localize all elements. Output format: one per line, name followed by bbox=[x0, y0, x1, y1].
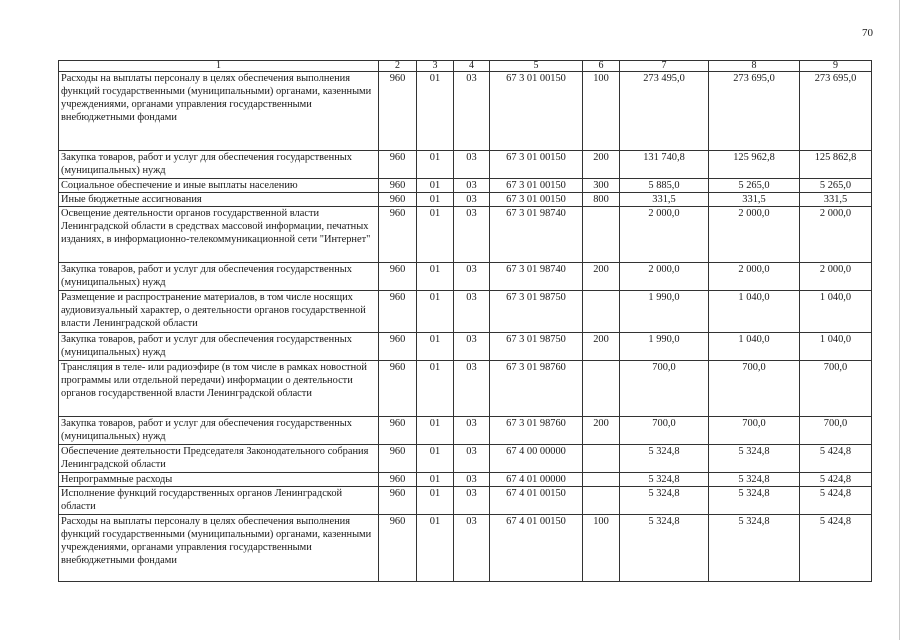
section-code: 01 bbox=[417, 515, 454, 582]
subsection-code: 03 bbox=[454, 361, 490, 417]
target-article-code: 67 3 01 98740 bbox=[490, 207, 583, 263]
section-code: 01 bbox=[417, 473, 454, 487]
section-code: 01 bbox=[417, 179, 454, 193]
section-code: 01 bbox=[417, 487, 454, 515]
amount-col9: 2 000,0 bbox=[800, 207, 872, 263]
section-code: 01 bbox=[417, 151, 454, 179]
target-article-code: 67 4 00 00000 bbox=[490, 445, 583, 473]
amount-col7: 331,5 bbox=[620, 193, 709, 207]
amount-col7: 700,0 bbox=[620, 417, 709, 445]
row-description: Размещение и распространение материалов, в том числе носящих аудиовизуальный характер, о деятельности органов государственной власти Ленинградской области bbox=[59, 291, 379, 333]
amount-col9: 5 424,8 bbox=[800, 487, 872, 515]
column-header: 4 bbox=[454, 61, 490, 72]
amount-col7: 700,0 bbox=[620, 361, 709, 417]
expense-type-code: 100 bbox=[583, 72, 620, 151]
section-code: 01 bbox=[417, 417, 454, 445]
expense-type-code bbox=[583, 207, 620, 263]
amount-col7: 5 324,8 bbox=[620, 515, 709, 582]
subsection-code: 03 bbox=[454, 207, 490, 263]
subsection-code: 03 bbox=[454, 515, 490, 582]
expense-type-code: 100 bbox=[583, 515, 620, 582]
target-article-code: 67 3 01 00150 bbox=[490, 151, 583, 179]
amount-col8: 2 000,0 bbox=[709, 207, 800, 263]
table-row bbox=[59, 263, 872, 291]
target-article-code: 67 4 01 00000 bbox=[490, 473, 583, 487]
table-row bbox=[59, 487, 872, 515]
amount-col9: 5 424,8 bbox=[800, 515, 872, 582]
amount-col9: 331,5 bbox=[800, 193, 872, 207]
amount-col7: 1 990,0 bbox=[620, 291, 709, 333]
column-header: 6 bbox=[583, 61, 620, 72]
table-row bbox=[59, 179, 872, 193]
table-row bbox=[59, 473, 872, 487]
amount-col7: 5 324,8 bbox=[620, 445, 709, 473]
target-article-code: 67 3 01 98750 bbox=[490, 291, 583, 333]
ministry-code: 960 bbox=[379, 151, 417, 179]
table-row bbox=[59, 291, 872, 333]
row-description: Закупка товаров, работ и услуг для обеспечения государственных (муниципальных) нужд bbox=[59, 333, 379, 361]
amount-col7: 131 740,8 bbox=[620, 151, 709, 179]
ministry-code: 960 bbox=[379, 72, 417, 151]
row-description: Трансляция в теле- или радиоэфире (в том числе в рамках новостной программы или отдельной передачи) информации о деятельности органов государственной власти Ленинградской области bbox=[59, 361, 379, 417]
amount-col8: 1 040,0 bbox=[709, 333, 800, 361]
target-article-code: 67 3 01 98750 bbox=[490, 333, 583, 361]
ministry-code: 960 bbox=[379, 179, 417, 193]
ministry-code: 960 bbox=[379, 291, 417, 333]
subsection-code: 03 bbox=[454, 291, 490, 333]
expense-type-code: 200 bbox=[583, 333, 620, 361]
column-header: 1 bbox=[59, 61, 379, 72]
ministry-code: 960 bbox=[379, 473, 417, 487]
amount-col9: 125 862,8 bbox=[800, 151, 872, 179]
table-row bbox=[59, 361, 872, 417]
amount-col7: 1 990,0 bbox=[620, 333, 709, 361]
ministry-code: 960 bbox=[379, 487, 417, 515]
target-article-code: 67 3 01 98760 bbox=[490, 361, 583, 417]
section-code: 01 bbox=[417, 72, 454, 151]
row-description: Расходы на выплаты персоналу в целях обеспечения выполнения функций государственными (муниципальными) органами, казенными учреждениями, органами управления государственными внебюджетными фондами bbox=[59, 515, 379, 582]
section-code: 01 bbox=[417, 193, 454, 207]
table-row bbox=[59, 151, 872, 179]
subsection-code: 03 bbox=[454, 445, 490, 473]
amount-col9: 700,0 bbox=[800, 417, 872, 445]
column-header: 8 bbox=[709, 61, 800, 72]
table-row bbox=[59, 515, 872, 582]
section-code: 01 bbox=[417, 263, 454, 291]
budget-table-container bbox=[58, 60, 871, 582]
amount-col9: 5 424,8 bbox=[800, 445, 872, 473]
subsection-code: 03 bbox=[454, 487, 490, 515]
section-code: 01 bbox=[417, 361, 454, 417]
amount-col8: 700,0 bbox=[709, 417, 800, 445]
row-description: Социальное обеспечение и иные выплаты населению bbox=[59, 179, 379, 193]
amount-col9: 273 695,0 bbox=[800, 72, 872, 151]
ministry-code: 960 bbox=[379, 263, 417, 291]
table-row bbox=[59, 333, 872, 361]
column-header: 2 bbox=[379, 61, 417, 72]
row-description: Закупка товаров, работ и услуг для обеспечения государственных (муниципальных) нужд bbox=[59, 151, 379, 179]
ministry-code: 960 bbox=[379, 333, 417, 361]
amount-col7: 5 324,8 bbox=[620, 487, 709, 515]
amount-col8: 273 695,0 bbox=[709, 72, 800, 151]
subsection-code: 03 bbox=[454, 473, 490, 487]
amount-col9: 1 040,0 bbox=[800, 333, 872, 361]
amount-col9: 5 424,8 bbox=[800, 473, 872, 487]
subsection-code: 03 bbox=[454, 193, 490, 207]
ministry-code: 960 bbox=[379, 207, 417, 263]
expense-type-code: 200 bbox=[583, 263, 620, 291]
row-description: Иные бюджетные ассигнования bbox=[59, 193, 379, 207]
target-article-code: 67 3 01 00150 bbox=[490, 179, 583, 193]
expense-type-code bbox=[583, 291, 620, 333]
subsection-code: 03 bbox=[454, 263, 490, 291]
ministry-code: 960 bbox=[379, 445, 417, 473]
row-description: Обеспечение деятельности Председателя Законодательного собрания Ленинградской области bbox=[59, 445, 379, 473]
target-article-code: 67 3 01 00150 bbox=[490, 193, 583, 207]
ministry-code: 960 bbox=[379, 361, 417, 417]
column-header: 3 bbox=[417, 61, 454, 72]
amount-col8: 700,0 bbox=[709, 361, 800, 417]
amount-col7: 2 000,0 bbox=[620, 207, 709, 263]
amount-col8: 1 040,0 bbox=[709, 291, 800, 333]
row-description: Закупка товаров, работ и услуг для обеспечения государственных (муниципальных) нужд bbox=[59, 263, 379, 291]
target-article-code: 67 3 01 98760 bbox=[490, 417, 583, 445]
amount-col9: 1 040,0 bbox=[800, 291, 872, 333]
subsection-code: 03 bbox=[454, 151, 490, 179]
column-header: 7 bbox=[620, 61, 709, 72]
expense-type-code bbox=[583, 473, 620, 487]
amount-col7: 273 495,0 bbox=[620, 72, 709, 151]
amount-col8: 331,5 bbox=[709, 193, 800, 207]
target-article-code: 67 4 01 00150 bbox=[490, 487, 583, 515]
section-code: 01 bbox=[417, 207, 454, 263]
page-edge-line bbox=[899, 0, 900, 640]
amount-col7: 5 324,8 bbox=[620, 473, 709, 487]
amount-col8: 5 324,8 bbox=[709, 445, 800, 473]
ministry-code: 960 bbox=[379, 417, 417, 445]
expense-type-code: 800 bbox=[583, 193, 620, 207]
amount-col8: 2 000,0 bbox=[709, 263, 800, 291]
expense-type-code bbox=[583, 445, 620, 473]
column-number-row bbox=[59, 61, 872, 72]
table-row bbox=[59, 72, 872, 151]
amount-col8: 5 324,8 bbox=[709, 515, 800, 582]
expense-type-code: 200 bbox=[583, 417, 620, 445]
budget-table bbox=[58, 60, 872, 582]
row-description: Освещение деятельности органов государственной власти Ленинградской области в средствах массовой информации, печатных изданиях, в информационно-телекоммуникационной сети "Интернет" bbox=[59, 207, 379, 263]
ministry-code: 960 bbox=[379, 193, 417, 207]
table-row bbox=[59, 445, 872, 473]
row-description: Расходы на выплаты персоналу в целях обеспечения выполнения функций государственными (муниципальными) органами, казенными учреждениями, органами управления государственными внебюджетными фондами bbox=[59, 72, 379, 151]
table-row bbox=[59, 193, 872, 207]
table-body bbox=[59, 72, 872, 582]
amount-col8: 125 962,8 bbox=[709, 151, 800, 179]
row-description: Закупка товаров, работ и услуг для обеспечения государственных (муниципальных) нужд bbox=[59, 417, 379, 445]
expense-type-code: 200 bbox=[583, 151, 620, 179]
subsection-code: 03 bbox=[454, 333, 490, 361]
amount-col9: 2 000,0 bbox=[800, 263, 872, 291]
table-row bbox=[59, 207, 872, 263]
column-header: 5 bbox=[490, 61, 583, 72]
amount-col8: 5 324,8 bbox=[709, 487, 800, 515]
amount-col8: 5 324,8 bbox=[709, 473, 800, 487]
section-code: 01 bbox=[417, 445, 454, 473]
amount-col9: 5 265,0 bbox=[800, 179, 872, 193]
expense-type-code bbox=[583, 361, 620, 417]
table-row bbox=[59, 417, 872, 445]
target-article-code: 67 3 01 98740 bbox=[490, 263, 583, 291]
table-header bbox=[59, 61, 872, 72]
column-header: 9 bbox=[800, 61, 872, 72]
page-number: 70 bbox=[862, 27, 873, 39]
section-code: 01 bbox=[417, 291, 454, 333]
row-description: Исполнение функций государственных органов Ленинградской области bbox=[59, 487, 379, 515]
amount-col7: 5 885,0 bbox=[620, 179, 709, 193]
subsection-code: 03 bbox=[454, 179, 490, 193]
amount-col7: 2 000,0 bbox=[620, 263, 709, 291]
row-description: Непрограммные расходы bbox=[59, 473, 379, 487]
ministry-code: 960 bbox=[379, 515, 417, 582]
target-article-code: 67 3 01 00150 bbox=[490, 72, 583, 151]
target-article-code: 67 4 01 00150 bbox=[490, 515, 583, 582]
subsection-code: 03 bbox=[454, 417, 490, 445]
expense-type-code: 300 bbox=[583, 179, 620, 193]
subsection-code: 03 bbox=[454, 72, 490, 151]
amount-col8: 5 265,0 bbox=[709, 179, 800, 193]
expense-type-code bbox=[583, 487, 620, 515]
section-code: 01 bbox=[417, 333, 454, 361]
amount-col9: 700,0 bbox=[800, 361, 872, 417]
